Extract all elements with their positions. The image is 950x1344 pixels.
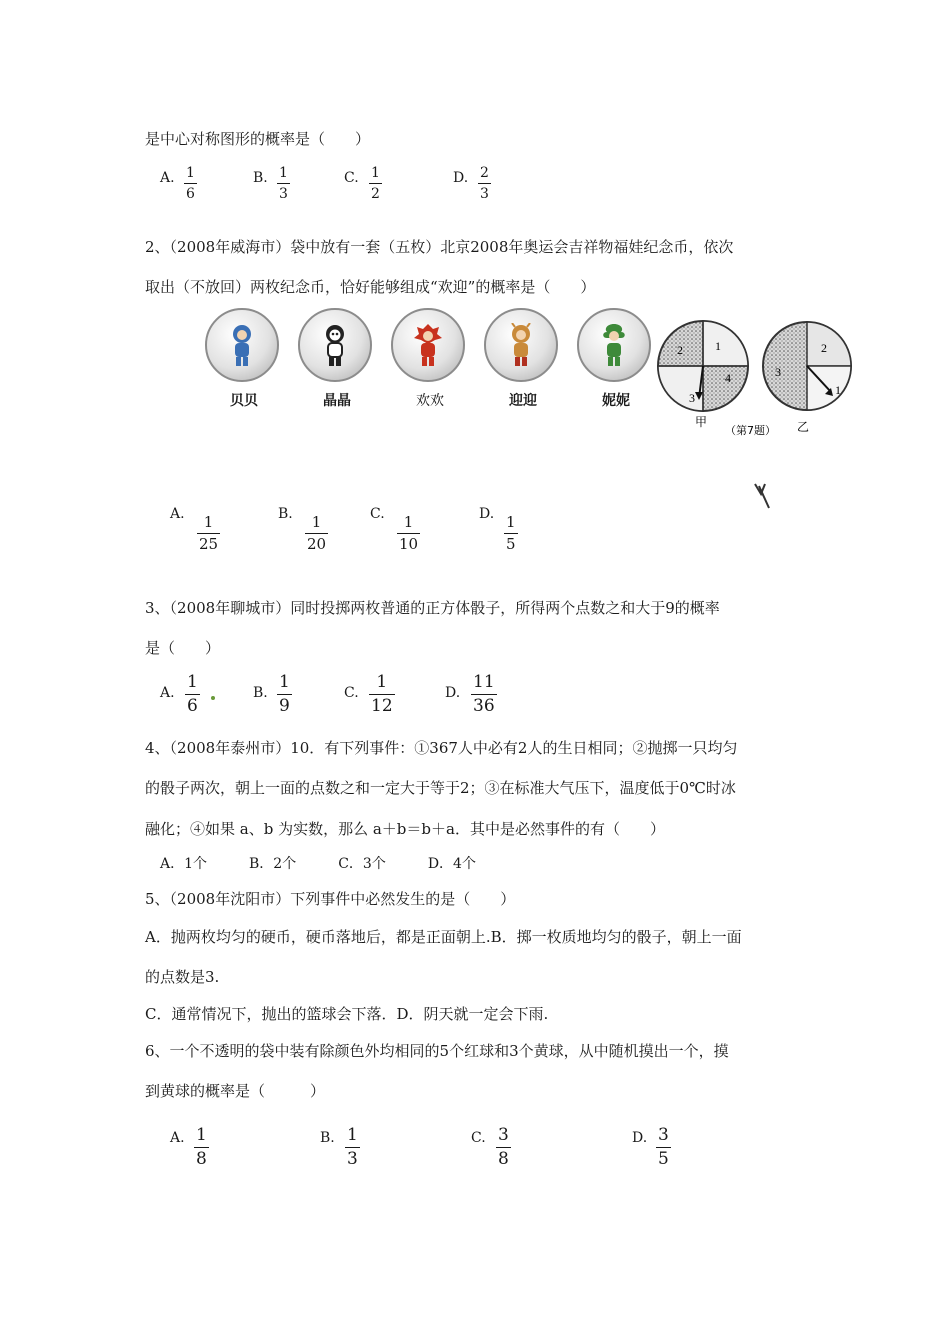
stray-dot [211, 696, 215, 700]
q6-option-a-label: A. [170, 1130, 185, 1146]
q1-option-c-label: C. [344, 170, 359, 186]
q2-option-c-fraction: 1 10 [399, 513, 419, 553]
left-sector-3: 3 [689, 391, 695, 405]
q1-option-b-fraction: 1 3 [279, 165, 288, 202]
q2-option-c-label: C. [370, 506, 385, 522]
mascot-figure-icon [227, 323, 257, 367]
q4-options: A．1个 B．2个 C．3个 D．4个 [160, 856, 476, 872]
spinner-left [658, 321, 748, 411]
q3-option-c-label: C. [344, 685, 359, 701]
coin-yingying-image [484, 308, 558, 382]
q2-option-a-label: A. [170, 506, 185, 522]
mascot-figure-icon [320, 323, 350, 367]
left-sector-2: 2 [677, 343, 683, 357]
q2-option-a-fraction: 1 25 [199, 513, 219, 553]
coin-label-huanhuan: 欢欢 [416, 393, 444, 409]
spinner-caption: （第7题） [725, 424, 776, 437]
q4-line-2: 的骰子两次，朝上一面的点数之和一定大于等于2；③在标准大气压下，温度低于0℃时冰 [145, 779, 736, 797]
coin-label-nini: 妮妮 [602, 393, 630, 409]
coin-nini-image [577, 308, 651, 382]
q3-option-c-fraction: 1 12 [371, 672, 393, 716]
coin-jingjing-image [298, 308, 372, 382]
q3-option-a-fraction: 1 6 [187, 672, 198, 716]
q6-line-2: 到黄球的概率是（ ） [145, 1082, 326, 1100]
q1-option-b-label: B. [253, 170, 268, 186]
mascot-coins-image [205, 308, 655, 408]
q2-option-b-fraction: 1 20 [307, 513, 327, 553]
right-sector-2: 2 [821, 341, 827, 355]
spinner-figure [655, 318, 855, 518]
coin-label-jingjing: 晶晶 [323, 393, 351, 409]
right-sector-1: 1 [835, 383, 841, 397]
coin-beibei-image [205, 308, 279, 382]
q6-option-b-label: B. [320, 1130, 335, 1146]
q5-line-2: A．抛两枚均匀的硬币，硬币落地后，都是正面朝上.B．掷一枚质地均匀的骰子，朝上一面 [145, 928, 742, 946]
spinners-diagram [655, 318, 855, 518]
spinner-right [763, 322, 851, 410]
q6-option-c-fraction: 3 8 [498, 1125, 509, 1169]
q2-option-d-label: D. [479, 506, 495, 522]
q6-option-b-fraction: 1 3 [347, 1125, 358, 1169]
q3-line-1: 3、（2008年聊城市）同时投掷两枚普通的正方体骰子，所得两个点数之和大于9的概率 [145, 599, 720, 617]
mascot-figure-icon [413, 323, 443, 367]
q1-option-d-label: D. [453, 170, 469, 186]
q6-line-1: 6、一个不透明的袋中装有除颜色外均相同的5个红球和3个黄球，从中随机摸出一个，摸 [145, 1042, 729, 1060]
q2-option-d-fraction: 1 5 [506, 513, 516, 553]
q3-line-2: 是（ ） [145, 639, 221, 657]
coin-huanhuan-image [391, 308, 465, 382]
q1-option-d-fraction: 2 3 [480, 165, 489, 202]
coin-label-yingying: 迎迎 [509, 393, 537, 409]
q3-option-a-label: A. [160, 685, 175, 701]
q6-option-a-fraction: 1 8 [196, 1125, 207, 1169]
q6-option-d-label: D. [632, 1130, 648, 1146]
q6-option-c-label: C. [471, 1130, 486, 1146]
q2-line-2: 取出（不放回）两枚纪念币，恰好能够组成“欢迎”的概率是（ ） [145, 278, 596, 296]
q3-option-b-label: B. [253, 685, 268, 701]
left-sector-1: 1 [715, 339, 721, 353]
q2-line-1: 2、（2008年威海市）袋中放有一套（五枚）北京2008年奥运会吉祥物福娃纪念币，依次 [145, 238, 734, 256]
spinner-left-name: 甲 [695, 415, 708, 429]
mascot-figure-icon [599, 323, 629, 367]
left-sector-4: 4 [725, 371, 731, 385]
q5-line-3: 的点数是3. [145, 968, 220, 986]
q1-text: 是中心对称图形的概率是（ ） [145, 130, 371, 148]
q3-option-d-label: D. [445, 685, 461, 701]
q1-option-a-fraction: 1 6 [186, 165, 195, 202]
q3-option-b-fraction: 1 9 [279, 672, 290, 716]
q5-line-1: 5、（2008年沈阳市）下列事件中必然发生的是（ ） [145, 890, 516, 908]
spinner-right-name: 乙 [797, 420, 810, 434]
q2-option-b-label: B. [278, 506, 293, 522]
q1-option-c-fraction: 1 2 [371, 165, 380, 202]
q3-option-d-fraction: 11 36 [473, 672, 495, 716]
mascot-figure-icon [506, 323, 536, 367]
q6-option-d-fraction: 3 5 [658, 1125, 669, 1169]
coin-label-beibei: 贝贝 [230, 393, 258, 409]
q1-option-a-label: A. [160, 170, 175, 186]
q4-line-3: 融化；④如果 a、b 为实数，那么 a＋b＝b＋a．其中是必然事件的有（ ） [145, 820, 665, 838]
q5-line-4: C．通常情况下，抛出的篮球会下落．D．阴天就一定会下雨. [145, 1005, 549, 1023]
right-sector-3: 3 [775, 365, 781, 379]
q4-line-1: 4、（2008年泰州市）10．有下列事件：①367人中必有2人的生日相同；②抛掷一只均匀 [145, 739, 738, 757]
